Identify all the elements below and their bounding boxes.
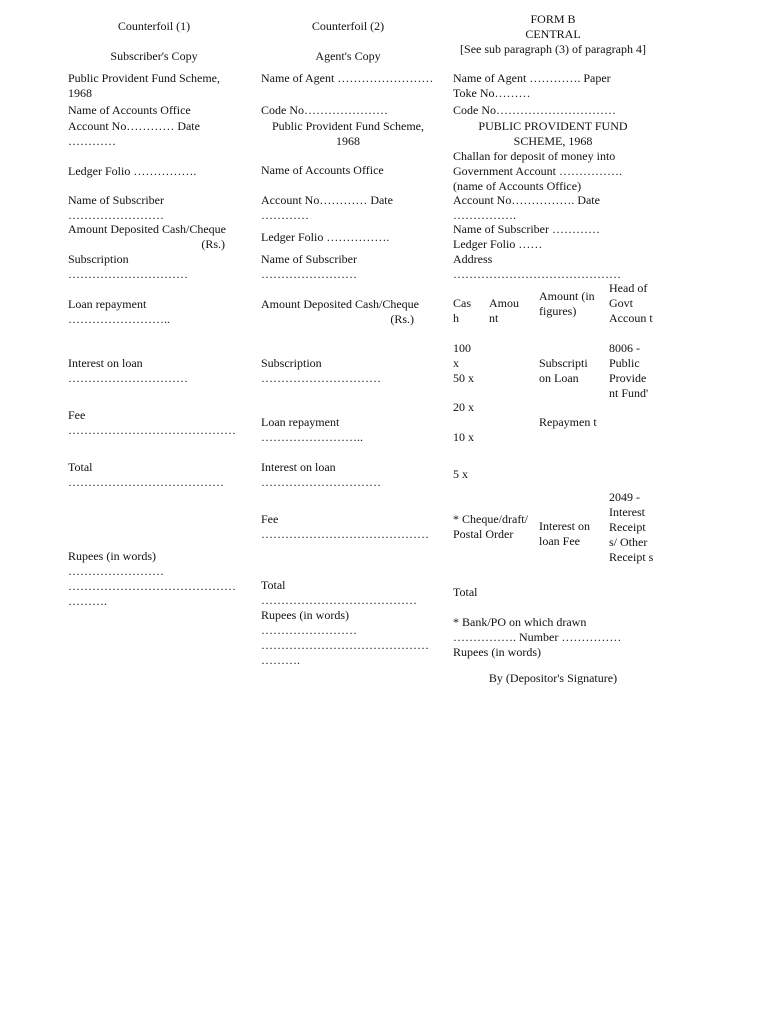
- table-header-amount-figures: Amount (in figures): [539, 289, 595, 318]
- agents-copy-label: Agent's Copy: [315, 49, 381, 63]
- subscription-field: Subscription …………………………: [68, 252, 188, 281]
- subscription-field: Subscription …………………………: [261, 356, 381, 385]
- interest-on-loan-field: Interest on loan …………………………: [68, 356, 188, 385]
- account-no-field: Account No………… Date …………: [68, 119, 200, 148]
- cash-row-20: 20 x: [453, 400, 474, 414]
- challan-text: Challan for deposit of money into Government Account ……………. (name of Accounts Office): [453, 149, 622, 193]
- ledger-folio-field: Ledger Folio ……: [453, 237, 543, 251]
- bank-po-field: * Bank/PO on which drawn ……………. Number ……………: [453, 615, 622, 644]
- code-no-field: Code No…………………: [261, 103, 388, 117]
- address-field: Address ……………………………………: [453, 252, 621, 281]
- counterfoil-1-header: Counterfoil (1): [117, 19, 191, 33]
- rs-label: (Rs.): [201, 237, 225, 251]
- form-title: FORM B: [530, 12, 576, 26]
- accounts-office-label: Name of Accounts Office: [261, 163, 384, 177]
- cash-row-50: 50 x: [453, 371, 474, 385]
- subscriber-name-field: Name of Subscriber ……………………: [68, 193, 164, 222]
- rupees-line-2: ……………………………………: [261, 638, 429, 652]
- fee-field: Fee ……………………………………: [261, 512, 429, 541]
- ledger-folio-field: Ledger Folio …………….: [68, 164, 197, 178]
- rupees-line-1: ……………………: [68, 564, 164, 578]
- rupees-line-2: ……………………………………: [68, 579, 236, 593]
- cheque-draft-postal-order-label: * Cheque/draft/ Postal Order: [453, 512, 528, 541]
- central-label: CENTRAL: [525, 27, 581, 41]
- rs-label: (Rs.): [390, 312, 414, 326]
- rupees-in-words-label: Rupees (in words): [68, 549, 156, 563]
- table-header-amount: Amou nt: [489, 296, 519, 325]
- toke-no-field: Toke No………: [453, 86, 531, 100]
- scheme-name: Public Provident Fund Scheme, 1968: [272, 119, 424, 148]
- agent-name-field: Name of Agent …………. Paper: [453, 71, 611, 85]
- interest-on-loan-fee-label: Interest on loan Fee: [539, 519, 590, 548]
- rupees-line-1: ……………………: [261, 623, 357, 637]
- code-no-field: Code No…………………………: [453, 103, 616, 117]
- account-no-field: Account No……………. Date …………….: [453, 193, 600, 222]
- total-field: Total …………………………………: [68, 460, 224, 489]
- loan-repayment-field: Loan repayment ……………………..: [261, 415, 363, 444]
- rupees-in-words-label: Rupees (in words): [453, 645, 541, 659]
- rupees-line-3: ……….: [68, 594, 107, 608]
- counterfoil-2-header: Counterfoil (2): [311, 19, 385, 33]
- loan-repayment-field: Loan repayment ……………………..: [68, 297, 170, 326]
- amount-deposited-label: Amount Deposited Cash/Cheque: [261, 297, 419, 311]
- depositor-signature-label: By (Depositor's Signature): [488, 671, 618, 685]
- accounts-office-label: Name of Accounts Office: [68, 103, 191, 117]
- cash-row-10: 10 x: [453, 430, 474, 444]
- repayment-label: Repaymen t: [539, 415, 597, 429]
- table-header-cash: Cas h: [453, 296, 471, 325]
- subscription-on-loan-label: Subscripti on Loan: [539, 356, 588, 385]
- rupees-line-3: ……….: [261, 653, 300, 667]
- fee-field: Fee ……………………………………: [68, 408, 236, 437]
- subscriber-name-field: Name of Subscriber …………: [453, 222, 600, 236]
- table-total-label: Total: [453, 585, 478, 599]
- interest-on-loan-field: Interest on loan …………………………: [261, 460, 381, 489]
- subscriber-name-field: Name of Subscriber ……………………: [261, 252, 357, 281]
- cash-row-5: 5 x: [453, 467, 468, 481]
- head-8006-label: 8006 - Public Provide nt Fund': [609, 341, 649, 400]
- see-sub-paragraph-note: [See sub paragraph (3) of paragraph 4]: [460, 42, 646, 56]
- amount-deposited-label: Amount Deposited Cash/Cheque: [68, 222, 226, 236]
- total-field: Total …………………………………: [261, 578, 417, 607]
- table-header-head-of-account: Head of Govt Accoun t: [609, 281, 653, 325]
- ledger-folio-field: Ledger Folio …………….: [261, 230, 390, 244]
- rupees-in-words-label: Rupees (in words): [261, 608, 349, 622]
- account-no-field: Account No………… Date …………: [261, 193, 393, 222]
- subscribers-copy-label: Subscriber's Copy: [110, 49, 198, 63]
- scheme-name: Public Provident Fund Scheme, 1968: [68, 71, 220, 100]
- agent-name-field: Name of Agent ……………………: [261, 71, 434, 85]
- head-2049-label: 2049 - Interest Receipt s/ Other Receipt s: [609, 490, 654, 564]
- cash-row-100: 100 x: [453, 341, 471, 370]
- scheme-title: PUBLIC PROVIDENT FUND SCHEME, 1968: [478, 119, 628, 148]
